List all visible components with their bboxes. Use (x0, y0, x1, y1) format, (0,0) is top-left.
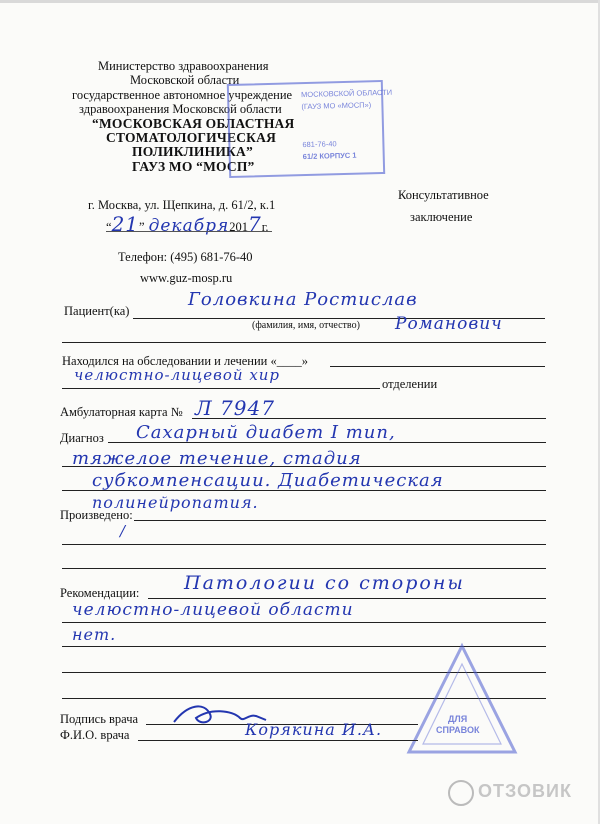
department-value: челюстно-лицевой хир (74, 366, 281, 384)
triangle-stamp (405, 640, 520, 760)
date-suffix: г. (261, 220, 269, 234)
diagnosis-line1: Сахарный диабет I тип, (136, 422, 396, 443)
done-rule2 (62, 544, 546, 545)
date-year-prefix: 201 (229, 220, 248, 234)
diagnosis-label: Диагноз (60, 431, 104, 445)
doc-title-line2: заключение (410, 210, 473, 224)
org-short-name: ГАУЗ МО “МОСП” (132, 159, 255, 174)
date-open-quote: “ (106, 220, 112, 234)
address: г. Москва, ул. Щепкина, д. 61/2, к.1 (88, 198, 276, 212)
patient-value: Головкина Ростислав (188, 289, 418, 310)
patient-extra-line (62, 342, 546, 343)
rec-rule2 (62, 622, 546, 623)
done-rule3 (62, 568, 546, 569)
diagnosis-rule3 (62, 490, 546, 491)
region-line: Московской области (130, 73, 240, 87)
clinic-stamp (227, 80, 393, 178)
triangle-stamp-line2: СПРАВОК (436, 725, 480, 735)
stamp-line2: (ГАУЗ МО «МОСП») (301, 100, 372, 112)
stamp-line4: 61/2 КОРПУС 1 (302, 150, 357, 162)
ministry-line: Министерство здравоохранения (98, 59, 269, 73)
date-day: 21 (111, 212, 140, 236)
watermark-text: ОТЗОВИК (478, 781, 572, 801)
doctor-line (138, 740, 418, 741)
diagnosis-line4: полинейропатия. (92, 493, 259, 512)
stay-label: Находился на обследовании и лечении «____» (62, 354, 308, 368)
patient-hint: (фамилия, имя, отчество) (252, 320, 360, 331)
phone: Телефон: (495) 681-76-40 (118, 250, 253, 264)
rec-rule1 (148, 598, 546, 599)
institution-region-line: здравоохранения Московской области (79, 102, 282, 116)
card-value: Л 7947 (195, 396, 275, 420)
date-row (106, 212, 269, 238)
rec-line3: нет. (72, 625, 117, 644)
department-line (62, 388, 380, 389)
watermark-logo-icon (448, 780, 474, 806)
signature-label: Подпись врача (60, 712, 139, 726)
recommendations-label: Рекомендации: (60, 586, 140, 600)
done-line (134, 520, 546, 521)
rec-line1: Патологии со стороны (184, 572, 465, 594)
rec-line2: челюстно-лицевой области (72, 600, 354, 620)
diagnosis-line2: тяжелое течение, стадия (72, 448, 362, 469)
stamp-line1: МОСКОВСКОЙ ОБЛАСТИ (300, 87, 393, 100)
stay-line (330, 366, 545, 367)
diagnosis-rule2 (62, 466, 546, 467)
doctor-label: Ф.И.О. врача (60, 728, 130, 742)
done-value: / (120, 522, 127, 540)
date-close-quote: ” (139, 220, 145, 234)
diagnosis-rule1 (108, 442, 546, 443)
diagnosis-line3: субкомпенсации. Диабетическая (92, 470, 444, 491)
date-underline (106, 231, 272, 232)
org-name-line2: СТОМАТОЛОГИЧЕСКАЯ (106, 130, 277, 145)
department-label: отделении (382, 377, 438, 391)
card-line (192, 418, 546, 419)
patient-label: Пациент(ка) (64, 304, 130, 318)
date-year-digit: 7 (247, 212, 262, 236)
doc-title-line1: Консультативное (398, 188, 489, 202)
website: www.guz-mosp.ru (140, 271, 233, 285)
institution-type-line: государственное автономное учреждение (72, 88, 293, 102)
scan-top-edge (0, 0, 600, 3)
org-name-line1: “МОСКОВСКАЯ ОБЛАСТНАЯ (92, 116, 295, 131)
doctor-value: Корякина И.А. (245, 720, 383, 739)
card-label: Амбулаторная карта № (60, 405, 183, 419)
triangle-stamp-line1: ДЛЯ (448, 714, 468, 724)
org-name-line3: ПОЛИКЛИНИКА” (132, 144, 253, 159)
done-label: Произведено: (60, 508, 133, 522)
stamp-line3: 681-76-40 (302, 139, 337, 150)
patient-value-2: Романович (395, 314, 503, 334)
date-month: декабря (148, 216, 230, 236)
